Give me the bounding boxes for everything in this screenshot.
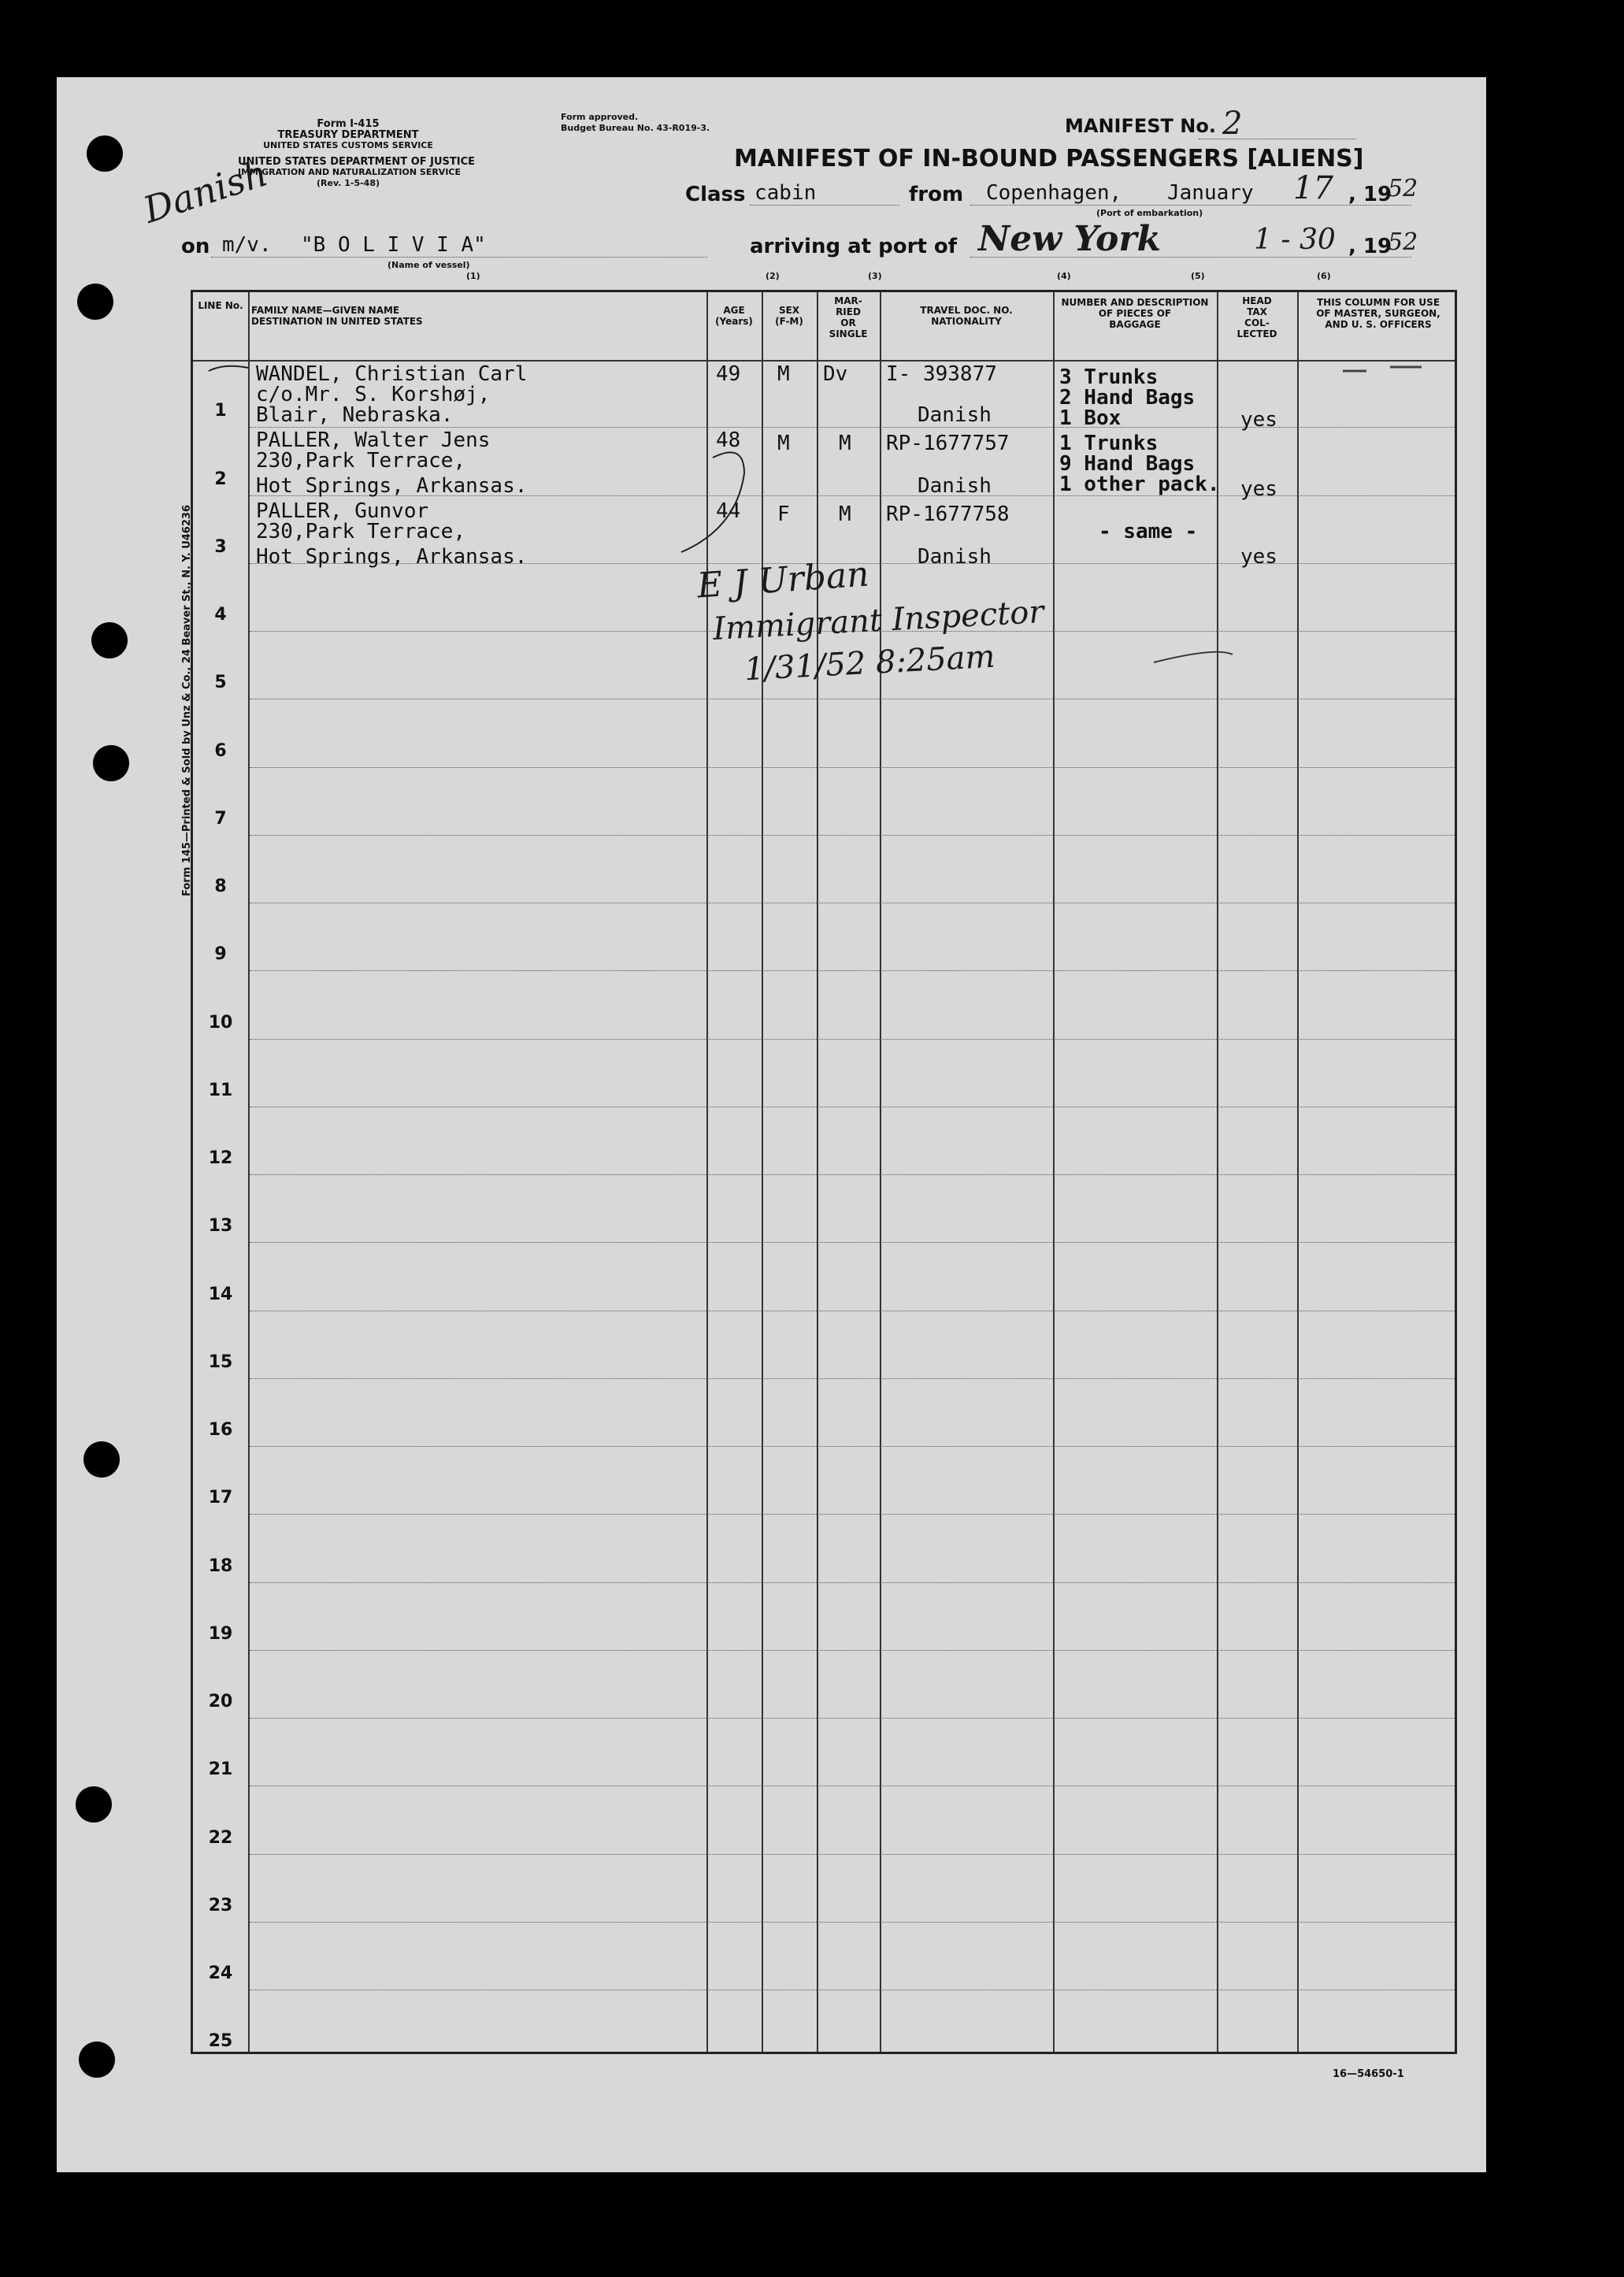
line-number: 6 [214,741,227,761]
col-tax-header: HEAD TAX COL- LECTED [1237,295,1277,339]
col-number: (2) [766,271,780,281]
col-married-header: MAR- RIED OR SINGLE [829,295,868,339]
arrival-year: 52 [1388,228,1418,256]
from-value: Copenhagen, [986,181,1122,205]
inspector-title: Immigrant Inspector [712,594,1045,647]
line-number: 10 [208,1013,233,1033]
col-name-header: FAMILY NAME—GIVEN NAME DESTINATION IN UNITED STATES [251,305,423,327]
printer-side-text: Form 145—Printed & Sold by Unz & Co., 24 Beaver St., N. Y. U46236 [181,505,193,896]
col-number: (5) [1191,271,1205,281]
head-tax: yes [1240,477,1277,501]
manifest-label: MANIFEST No. [1065,115,1216,137]
vessel-name: "B O L I V I A" [301,233,486,257]
passenger-address: c/o.Mr. S. Korshøj, [256,383,491,406]
passenger-marital: Dv [823,362,848,386]
line-number: 23 [208,1896,233,1915]
line-number: 24 [208,1964,233,1983]
col-number: (4) [1057,271,1071,281]
baggage-item: - same - [1099,520,1198,543]
line-number: 19 [208,1624,233,1644]
line-number: 1 [214,401,227,421]
passenger-table [191,290,1457,2054]
line-number: 3 [214,537,227,557]
passenger-age: 49 [716,362,741,386]
passenger-address: 230,Park Terrace, [256,449,466,473]
nationality: Danish [918,545,992,569]
form-number: Form I-415 [317,118,380,130]
passenger-age: 44 [716,499,741,523]
document-title: MANIFEST OF IN-BOUND PASSENGERS [ALIENS] [734,145,1364,172]
travel-doc: RP-1677757 [886,432,1010,455]
travel-doc: I- 393877 [886,362,997,386]
line-number: 22 [208,1828,233,1848]
class-value: cabin [755,181,817,205]
passenger-name: WANDEL, Christian Carl [256,362,528,386]
baggage-item: 1 Box [1059,406,1122,430]
punch-hole [91,622,128,658]
punch-hole [87,135,123,172]
arrival-date: 1 - 30 [1254,224,1336,256]
col-line-header: LINE No. [198,300,243,311]
line-number: 7 [214,809,227,829]
col-number: (6) [1317,271,1331,281]
punch-hole [79,2042,115,2078]
col-age-header: AGE (Years) [715,305,753,327]
dept-treasury-sub: UNITED STATES CUSTOMS SERVICE [263,140,433,150]
nationality: Danish [918,474,992,498]
punch-hole [83,1441,120,1478]
baggage-item: 9 Hand Bags [1059,452,1196,476]
line-number: 13 [208,1216,233,1236]
departure-day: 17 [1293,170,1333,206]
punch-hole [77,284,113,320]
col-sex-header: SEX (F-M) [775,305,803,327]
passenger-destination: Hot Springs, Arkansas. [256,474,528,498]
class-label: Class [685,183,746,206]
line-number: 11 [208,1081,233,1100]
col-baggage-header: NUMBER AND DESCRIPTION OF PIECES OF BAGGAGE [1061,297,1209,330]
dept-justice: UNITED STATES DEPARTMENT OF JUSTICE [238,156,476,168]
col-number: (3) [868,271,882,281]
passenger-destination: Blair, Nebraska. [256,403,454,427]
footer-code: 16—54650-1 [1333,2068,1404,2080]
baggage-item: 2 Hand Bags [1059,386,1196,410]
on-label: on [181,235,210,258]
passenger-name: PALLER, Walter Jens [256,428,491,452]
inspection-date: 1/31/52 8:25am [743,638,996,688]
baggage-item: 1 Trunks [1059,432,1159,455]
passenger-marital: M [839,502,851,526]
margin-note: Danish [138,151,273,232]
line-number: 20 [208,1692,233,1711]
punch-hole [76,1786,112,1823]
arriving-label: arriving at port of [750,235,958,258]
departure-month: January [1167,181,1254,205]
passenger-sex: M [777,362,790,386]
passenger-sex: F [777,502,790,526]
dept-justice-sub: IMMIGRATION AND NATURALIZATION SERVICE [238,167,462,177]
arrival-port: New York [978,219,1162,259]
line-number: 4 [214,605,227,625]
departure-year: 52 [1388,175,1418,202]
line-number: 2 [214,469,227,489]
punch-hole [93,745,129,781]
line-number: 16 [208,1420,233,1440]
passenger-address: 230,Park Terrace, [256,520,466,543]
arrival-year-prefix: , 19 [1348,235,1392,258]
col-officers-header: THIS COLUMN FOR USE OF MASTER, SURGEON, AND U. S. OFFICERS [1316,297,1440,330]
line-number: 25 [208,2031,233,2051]
line-number: 15 [208,1352,233,1372]
inspector-signature: E J Urban [695,554,871,606]
nationality: Danish [918,403,992,427]
head-tax: yes [1240,408,1277,432]
passenger-destination: Hot Springs, Arkansas. [256,545,528,569]
port-caption: (Port of embarkation) [1096,208,1203,218]
line-number: 8 [214,877,227,896]
dept-treasury: TREASURY DEPARTMENT [277,129,419,141]
line-number: 14 [208,1285,233,1304]
line-number: 5 [214,673,227,692]
year-prefix: , 19 [1348,183,1392,206]
head-tax: yes [1240,545,1277,569]
form-approved: Form approved. [561,112,639,122]
passenger-marital: M [839,432,851,455]
vessel-prefix: m/v. [222,233,272,257]
budget-bureau: Budget Bureau No. 43-R019-3. [561,123,710,133]
manifest-number: 2 [1222,106,1243,142]
form-revision: (Rev. 1-5-48) [316,178,380,188]
line-number: 18 [208,1556,233,1576]
line-number: 9 [214,944,227,964]
col-number: (1) [466,271,480,281]
passenger-sex: M [777,432,790,455]
baggage-item: 3 Trunks [1059,365,1159,389]
manifest-page [57,77,1486,2172]
travel-doc: RP-1677758 [886,502,1010,526]
baggage-item: 1 other pack. [1059,473,1220,496]
line-number: 17 [208,1488,233,1507]
passenger-age: 48 [716,428,741,452]
line-number: 21 [208,1760,233,1779]
col-travel-header: TRAVEL DOC. NO. NATIONALITY [920,305,1013,327]
from-label: from [909,183,964,206]
vessel-caption: (Name of vessel) [387,260,470,270]
passenger-name: PALLER, Gunvor [256,499,429,523]
line-number: 12 [208,1148,233,1168]
